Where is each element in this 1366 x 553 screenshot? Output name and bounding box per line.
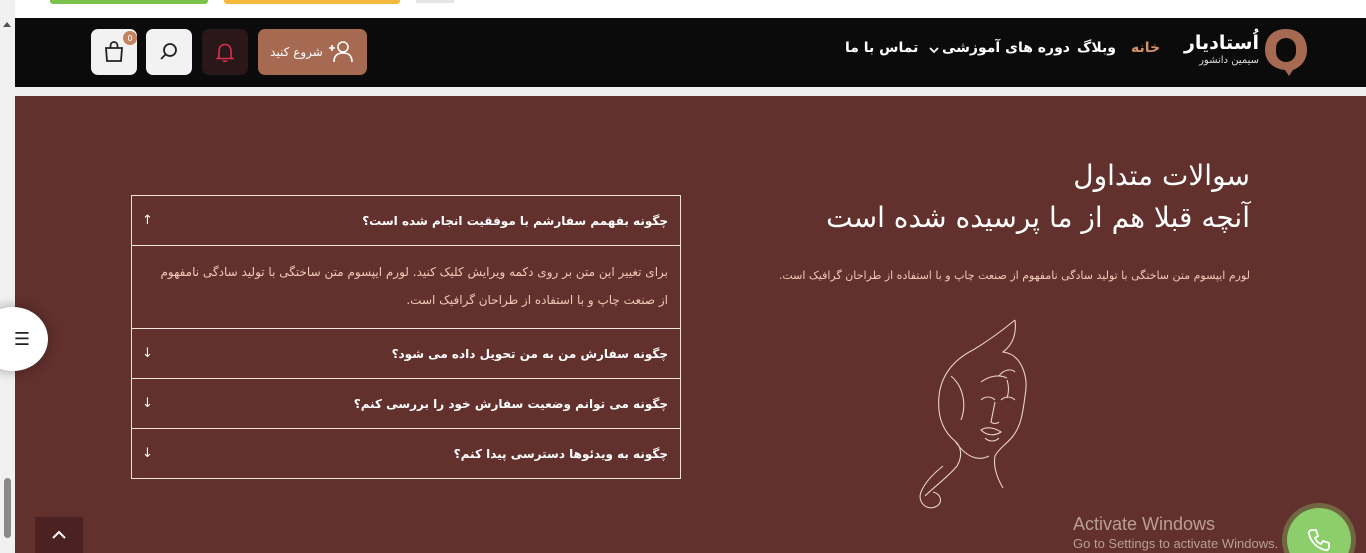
faq-accordion <box>131 195 681 479</box>
add-user-icon <box>327 40 355 64</box>
nav-blog[interactable]: وبلاگ <box>1077 40 1116 56</box>
start-button-label: شروع کنید <box>270 45 323 59</box>
cart-count-badge: 0 <box>123 31 137 45</box>
chevron-down-icon[interactable] <box>929 45 939 55</box>
arrow-up-icon[interactable]: ↑ <box>142 213 153 228</box>
page-scrollbar[interactable] <box>0 0 15 553</box>
arrow-down-icon[interactable]: ↓ <box>142 396 153 411</box>
faq-question[interactable] <box>132 429 680 478</box>
chevron-up-icon <box>51 529 67 541</box>
faq-question[interactable] <box>132 329 680 378</box>
faq-answer: برای تغییر این متن بر روی دکمه ویرایش کلیک کنید. لورم ایپسوم متن ساختگی با تولید سادگی نامفهوم از صنعت چاپ و با استفاده از طراحان گرافیک است. <box>132 245 680 328</box>
notifications-button[interactable] <box>202 29 248 75</box>
arrow-down-icon[interactable]: ↓ <box>142 446 153 461</box>
bell-icon <box>214 41 236 63</box>
top-gray-chip <box>416 0 454 3</box>
faq-question-text: چگونه می توانم وضعیت سفارش خود را بررسی کنم؟ <box>353 396 668 411</box>
faq-item[interactable] <box>132 379 680 429</box>
nav-courses[interactable]: دوره های آموزشی <box>942 40 1070 56</box>
top-strip <box>15 0 1366 18</box>
brand-name: اُستادیار <box>1183 32 1259 54</box>
faq-title-line2: آنچه قبلا هم از ما پرسیده شده است <box>826 201 1250 234</box>
scroll-thumb[interactable] <box>4 478 11 538</box>
faq-description: لورم ایپسوم متن ساختگی با تولید سادگی نامفهوم از صنعت چاپ و با استفاده از طراحان گرافیک است. <box>778 269 1250 282</box>
arrow-down-icon[interactable]: ↓ <box>142 346 153 361</box>
watermark-line1: Activate Windows <box>1073 514 1216 534</box>
header-separator <box>15 87 1366 96</box>
faq-title <box>620 155 1250 239</box>
faq-question-text: چگونه به ویدئوها دسترسی پیدا کنم؟ <box>453 446 668 461</box>
back-to-top-button[interactable] <box>35 517 83 553</box>
hamburger-menu-icon: ☰ <box>13 328 30 350</box>
top-yellow-chip <box>224 0 400 4</box>
brand-logo-icon[interactable] <box>1263 27 1309 77</box>
nav-contact[interactable]: تماس با ما <box>845 40 919 56</box>
faq-question-text: چگونه بفهمم سفارشم با موفقیت انجام شده است؟ <box>362 213 668 228</box>
faq-question[interactable] <box>132 196 680 245</box>
faq-question-text: چگونه سفارش من به من تحویل داده می شود؟ <box>391 346 668 361</box>
phone-icon <box>1306 527 1332 553</box>
faq-item[interactable] <box>132 196 680 329</box>
brand-block[interactable] <box>1175 32 1259 68</box>
windows-activation-watermark <box>1073 513 1278 553</box>
scroll-up-arrow-icon[interactable] <box>3 22 11 27</box>
faq-item[interactable] <box>132 429 680 478</box>
search-icon <box>158 41 180 63</box>
faq-item[interactable] <box>132 329 680 379</box>
faq-title-line1: سوالات متداول <box>1073 159 1250 192</box>
nav-home[interactable]: خانه <box>1131 40 1161 56</box>
brand-subtitle: سیمین دانشور <box>1199 55 1259 66</box>
line-art-face-illustration <box>903 316 1043 516</box>
start-button[interactable] <box>258 29 367 75</box>
top-green-chip <box>50 0 208 4</box>
search-button[interactable] <box>146 29 192 75</box>
faq-question[interactable] <box>132 379 680 428</box>
watermark-line2: Go to Settings to activate Windows. <box>1073 536 1279 551</box>
shopping-bag-icon <box>102 40 126 64</box>
